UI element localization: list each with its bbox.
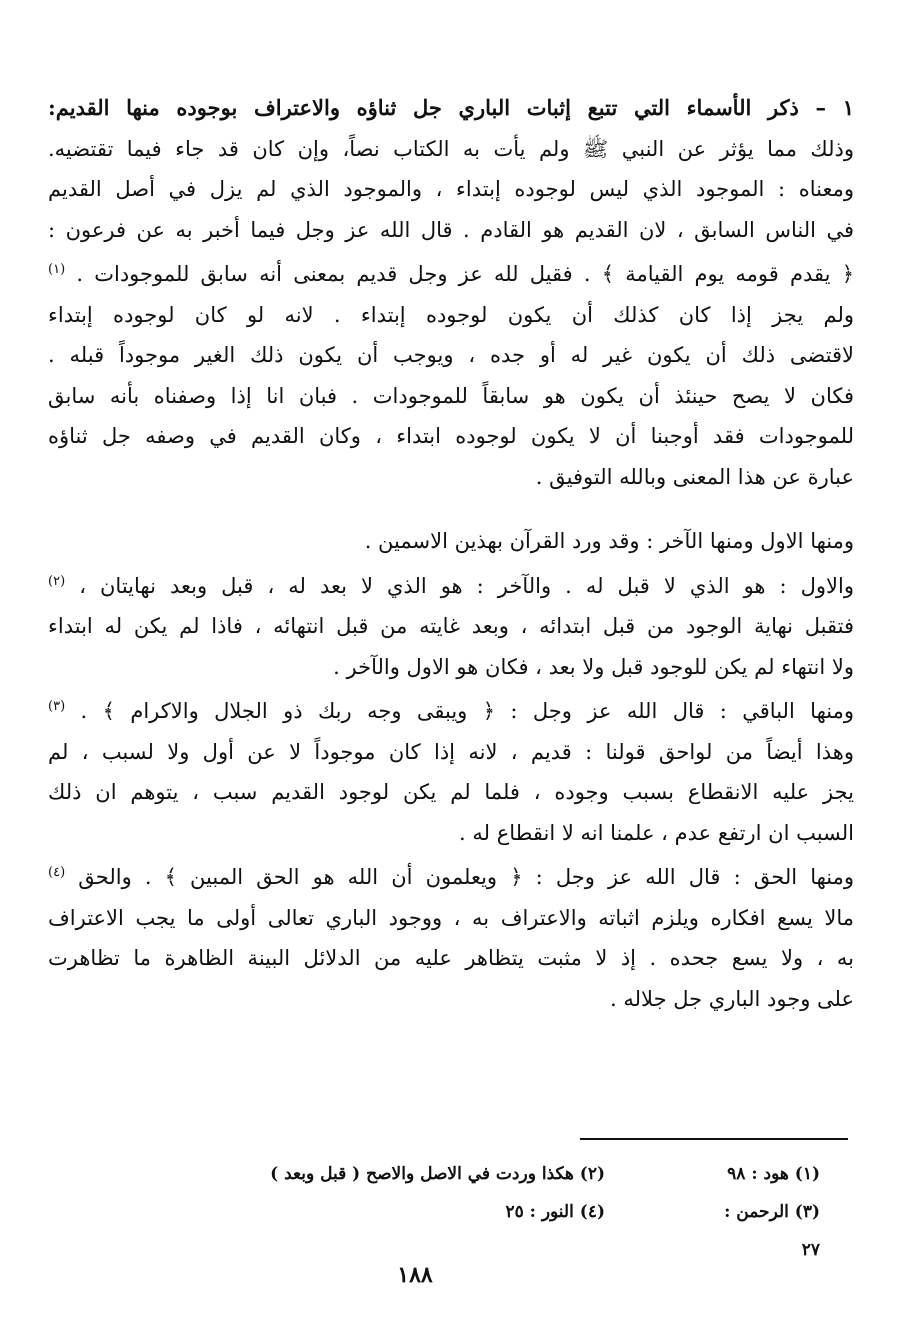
footnote-divider (580, 1138, 848, 1140)
footnote-mark: (٢) (48, 573, 66, 589)
footnote-mark: (٤) (48, 865, 66, 880)
text-line (48, 250, 854, 295)
text-line: فكان لا يصح حينئذ أن يكون هو سابقاً للموجودات . فبان انا إذا وصفناه بأنه سابق (48, 383, 854, 408)
text-line: على وجود الباري جل جلاله . (610, 986, 854, 1011)
text-fragment: ﴿ يقدم قومه يوم القيامة ﴾ . فقيل لله عز وجل قديم بمعنى أنه سابق للموجودات . (76, 262, 854, 286)
text-fragment: ومنها الباقي : قال الله عز وجل : ﴿ ويبقى وجه ربك ذو الجلال والاكرام ﴾ . (80, 699, 854, 723)
text-line: فتقبل نهاية الوجود من قبل ابتدائه ، وبعد غايته من قبل انتهائه ، فاذا لم يكن له ابتداء (48, 614, 854, 638)
text-line: وذلك مما يؤثر عن النبي ﷺ ولم يأت به الكتاب نصاً، وإن كان قد جاء فيما تقتضيه. (48, 136, 854, 161)
text-line: ولا انتهاء لم يكن للوجود قبل ولا بعد ، فكان هو الاول والآخر . (333, 654, 854, 679)
text-line: السبب ان ارتفع عدم ، علمنا انه لا انقطاع له . (459, 820, 854, 845)
text-line: ولم يجز إذا كان كذلك أن يكون لوجوده إبتداء . لانه لو كان لوجوده إبتداء (48, 302, 854, 327)
subheading-line: ومنها الاول ومنها الآخر : وقد ورد القرآن بهذين الاسمين . (364, 529, 854, 553)
text-line: لاقتضى ذلك أن يكون غير له أو جده ، ويوجب أن يكون ذلك الغير موجوداً قبله . (48, 343, 854, 367)
text-fragment: ومنها الحق : قال الله عز وجل : ﴿ ويعلمون أن الله هو الحق المبين ﴾ . والحق (78, 865, 854, 889)
body-text (48, 88, 854, 1019)
footnote-row (120, 1155, 820, 1193)
text-line: يجز عليه الانقطاع بسبب وجوده ، فلما لم يكن لوجود القديم سبب ، يتوهم ان ذلك (48, 780, 854, 804)
text-line: ومعناه : الموجود الذي ليس لوجوده إبتداء ، والموجود الذي لم يزل في أصل القديم (48, 177, 854, 201)
subheading-line (48, 687, 854, 732)
footnote-row (120, 1193, 820, 1269)
footnote-mark: (٣) (48, 699, 66, 714)
section-heading: ١ – ذكر الأسماء التي تتبع إثبات الباري جل ثناؤه والاعتراف بوجوده منها القديم: (48, 95, 854, 120)
footnotes (120, 1155, 820, 1269)
footnote-1: (١) هود : ٩٨ (727, 1164, 820, 1184)
footnote-2: (٢) هكذا وردت في الاصل والاصح ( قبل وبعد ) (270, 1164, 605, 1184)
text-line: وهذا أيضاً من لواحق قولنا : قديم ، لانه إذا كان موجوداً لا عن أول ولا لسبب ، لم (48, 739, 854, 764)
footnote-3: (٣) الرحمن : ٢٧ (724, 1202, 820, 1260)
footnote-mark: (١) (48, 262, 66, 277)
text-line: مالا يسع افكاره ويلزم اثباته والاعتراف به ، ووجود الباري تعالى أولى ما يجب الاعتراف (48, 905, 854, 930)
text-line: عبارة عن هذا المعنى وبالله التوفيق . (535, 464, 854, 489)
text-line: في الناس السابق ، لان القديم هو القادم . قال الله عز وجل فيما أخبر به عن فرعون : (48, 217, 854, 242)
subheading-line (48, 853, 854, 898)
text-line: للموجودات فقد أوجبنا أن لا يكون لوجوده ابتداء ، وكان القديم في وصفه جل ثناؤه (48, 424, 854, 448)
paragraph-gap (48, 497, 854, 521)
text-line: به ، ولا يسع جحده . إذ لا مثبت يتظاهر عليه من الدلائل البينة الظاهرة ما تظاهرت (48, 946, 854, 970)
footnote-4: (٤) النور : ٢٥ (505, 1202, 605, 1222)
text-fragment: والاول : هو الذي لا قبل له . والآخر : هو الذي لا بعد له ، قبل وبعد نهايتان ، (79, 573, 854, 598)
page-number: ١٨٨ (397, 1262, 433, 1288)
text-line (48, 562, 854, 607)
